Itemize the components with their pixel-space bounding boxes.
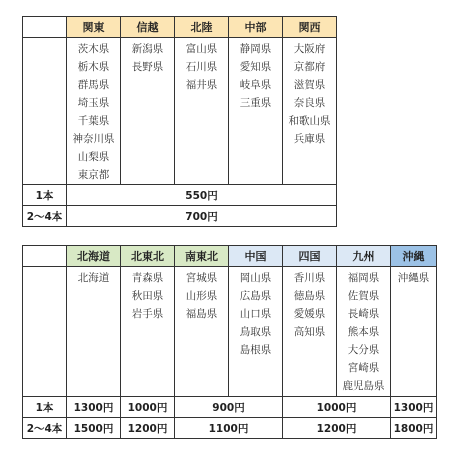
prefecture-name: 山梨県 [77,151,110,163]
prefecture-name: 京都府 [293,61,326,73]
prefecture-name: 佐賀県 [347,290,380,302]
prefecture-name: 奈良県 [293,97,326,109]
region-header-hokkaido: 北海道 [67,246,121,267]
price-cell: 1100円 [175,418,283,439]
region-header-chubu: 中部 [229,17,283,38]
prefecture-list-shikoku [283,267,337,397]
prefecture-list-kita-tohoku [121,267,175,397]
prefecture-name: 岩手県 [131,308,164,320]
prefecture-name: 香川県 [293,272,326,284]
prefecture-name: 愛媛県 [293,308,326,320]
prefecture-name: 富山県 [185,43,218,55]
price-cell: 1200円 [283,418,391,439]
corner-cell [23,17,67,38]
prefecture-name: 三重県 [239,97,272,109]
region-header-okinawa: 沖縄 [391,246,437,267]
region-header-shinetsu: 信越 [121,17,175,38]
prefecture-name: 青森県 [131,272,164,284]
prefecture-name: 千葉県 [77,115,110,127]
prefecture-name: 岡山県 [239,272,272,284]
prefecture-name: 鳥取県 [239,326,272,338]
price-cell: 1300円 [391,397,437,418]
prefecture-list-kanto [67,38,121,185]
quantity-label-2-4: 2～4本 [23,418,67,439]
corner-cell [23,246,67,267]
prefecture-name: 沖縄県 [397,272,430,284]
price-cell: 1200円 [121,418,175,439]
region-header-kyushu: 九州 [337,246,391,267]
prefecture-name: 埼玉県 [77,97,110,109]
prefecture-name: 高知県 [293,326,326,338]
prefecture-list-shinetsu [121,38,175,185]
region-header-kita-tohoku: 北東北 [121,246,175,267]
prefecture-name: 栃木県 [77,61,110,73]
prefecture-list-hokkaido [67,267,121,397]
region-header-hokuriku: 北陸 [175,17,229,38]
prefecture-name: 宮城県 [185,272,218,284]
prefecture-name: 熊本県 [347,326,380,338]
prefecture-name: 長崎県 [347,308,380,320]
prefecture-name: 愛知県 [239,61,272,73]
quantity-label-1: 1本 [23,397,67,418]
prefecture-list-kyushu [337,267,391,397]
prefecture-name: 神奈川県 [72,133,115,145]
empty-label-cell [23,267,67,397]
region-header-shikoku: 四国 [283,246,337,267]
price-cell: 1000円 [283,397,391,418]
price-cell: 1300円 [67,397,121,418]
region-header-chugoku: 中国 [229,246,283,267]
price-cell: 900円 [175,397,283,418]
prefecture-name: 長野県 [131,61,164,73]
prefecture-list-minami-tohoku [175,267,229,397]
prefecture-name: 山形県 [185,290,218,302]
price-cell: 1500円 [67,418,121,439]
prefecture-name: 群馬県 [77,79,110,91]
prefecture-name: 石川県 [185,61,218,73]
prefecture-name: 山口県 [239,308,272,320]
prefecture-name: 広島県 [239,290,272,302]
prefecture-name: 茨木県 [77,43,110,55]
prefecture-name: 福岡県 [347,272,380,284]
prefecture-name: 大阪府 [293,43,326,55]
prefecture-name: 大分県 [347,344,380,356]
shipping-table-east [22,16,337,227]
shipping-table-remote [22,245,437,439]
quantity-label-2-4: 2～4本 [23,206,67,227]
price-cell: 1800円 [391,418,437,439]
prefecture-list-hokuriku [175,38,229,185]
prefecture-name: 徳島県 [293,290,326,302]
region-header-kanto: 関東 [67,17,121,38]
prefecture-list-chugoku [229,267,283,397]
prefecture-list-kansai [283,38,337,185]
region-header-minami-tohoku: 南東北 [175,246,229,267]
prefecture-name: 岐阜県 [239,79,272,91]
prefecture-name: 鹿児島県 [342,380,385,392]
region-header-kansai: 関西 [283,17,337,38]
price-cell: 1000円 [121,397,175,418]
prefecture-name: 島根県 [239,344,272,356]
prefecture-name: 新潟県 [131,43,164,55]
quantity-label-1: 1本 [23,185,67,206]
prefecture-name: 東京都 [77,169,110,181]
empty-label-cell [23,38,67,185]
prefecture-name: 福島県 [185,308,218,320]
prefecture-list-okinawa [391,267,437,397]
prefecture-name: 北海道 [77,272,110,284]
prefecture-name: 滋賀県 [293,79,326,91]
prefecture-name: 秋田県 [131,290,164,302]
prefecture-name: 福井県 [185,79,218,91]
prefecture-name: 和歌山県 [288,115,331,127]
price-cell: 550円 [67,185,337,206]
prefecture-name: 宮崎県 [347,362,380,374]
prefecture-list-chubu [229,38,283,185]
prefecture-name: 静岡県 [239,43,272,55]
price-cell: 700円 [67,206,337,227]
prefecture-name: 兵庫県 [293,133,326,145]
